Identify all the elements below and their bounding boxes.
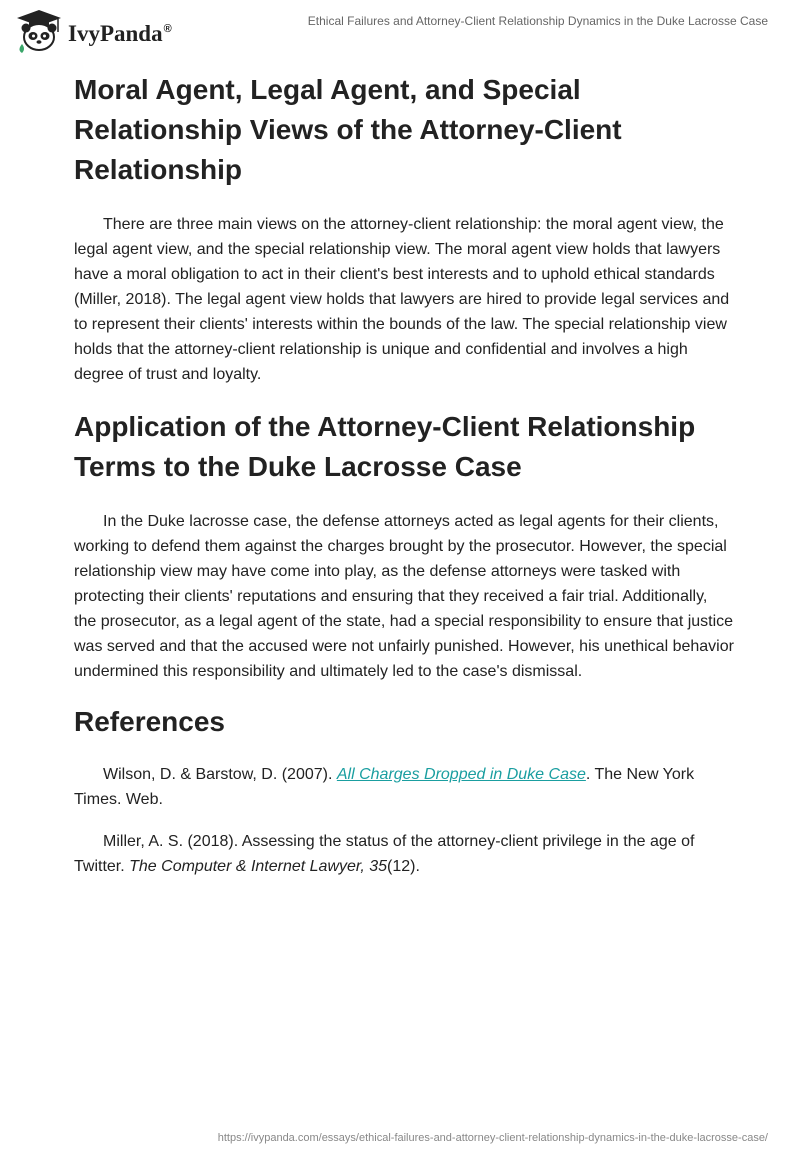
brand-name: IvyPanda® bbox=[68, 21, 172, 46]
reference-item bbox=[74, 829, 734, 879]
document-title: Ethical Failures and Attorney-Client Relationship Dynamics in the Duke Lacrosse Case bbox=[307, 14, 768, 28]
reference-issue: (12). bbox=[387, 858, 420, 875]
essay-content bbox=[74, 70, 734, 879]
page-header bbox=[0, 0, 800, 62]
reference-source: . The New York Times. Web. bbox=[74, 766, 695, 808]
footer-url[interactable]: https://ivypanda.com/essays/ethical-failures-and-attorney-client-relationship-dynamics-in-the-duke-lacrosse-case/ bbox=[217, 1132, 768, 1144]
reference-journal: The Computer & Internet Lawyer, 35 bbox=[129, 858, 388, 875]
section-heading-references: References bbox=[74, 706, 225, 737]
section-heading-application: Application of the Attorney-Client Relationship Terms to the Duke Lacrosse Case bbox=[74, 411, 696, 482]
registered-mark: ® bbox=[163, 23, 172, 36]
reference-item bbox=[74, 762, 734, 812]
panda-graduate-icon bbox=[14, 8, 64, 54]
paragraph-application: In the Duke lacrosse case, the defense attorneys acted as legal agents for their clients, working to defend them against the charges brought by the prosecutor. However, the special relationship view may have come into play, as the defense attorneys were tasked with protecting their clients' reputations and ensuring that they received a fair trial. Additionally, the prosecutor, as a legal agent of the state, had a special responsibility to ensure that justice was served and that the accused were not unfairly punished. However, his unethical behavior undermined this responsibility and ultimately led to the case's dismissal. bbox=[74, 513, 734, 680]
section-heading-views: Moral Agent, Legal Agent, and Special Relationship Views of the Attorney-Client Relationship bbox=[74, 74, 622, 185]
reference-authors: Wilson, D. & Barstow, D. (2007). bbox=[103, 766, 337, 783]
brand-logo[interactable] bbox=[14, 8, 172, 54]
reference-link[interactable]: All Charges Dropped in Duke Case bbox=[336, 766, 586, 783]
paragraph-views: There are three main views on the attorney-client relationship: the moral agent view, the legal agent view, and the special relationship view. The moral agent view holds that lawyers have a moral obligation to act in their client's best interests and to uphold ethical standards (Miller, 2018). The legal agent view holds that lawyers are hired to provide legal services and to represent their clients' interests within the bounds of the law. The special relationship view holds that the attorney-client relationship is unique and confidential and involves a high degree of trust and loyalty. bbox=[74, 216, 730, 383]
reference-authors-title: Miller, A. S. (2018). Assessing the status of the attorney-client privilege in the age of Twitter. bbox=[74, 833, 695, 875]
